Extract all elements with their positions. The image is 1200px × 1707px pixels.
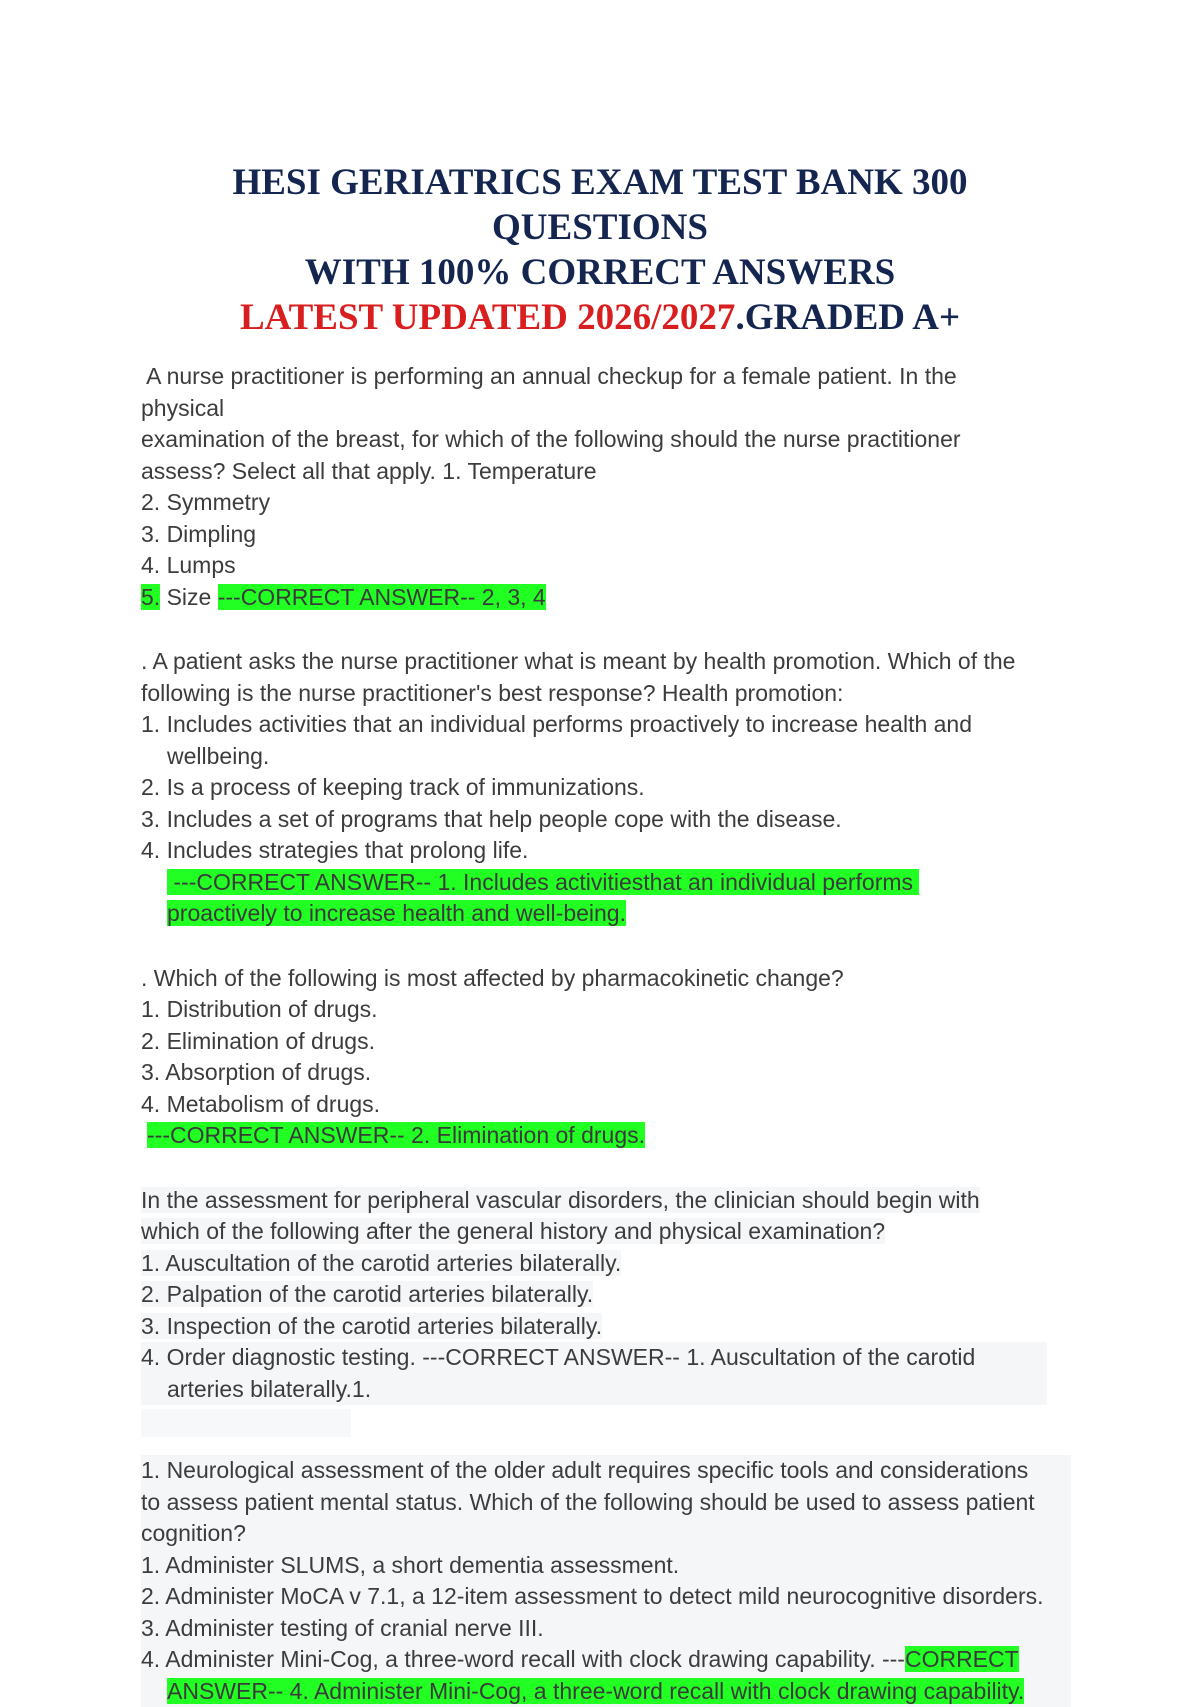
correct-answer-highlight: CORRECT <box>905 1646 1019 1672</box>
question-stem-line <box>141 1185 1071 1217</box>
option: 3. Administer testing of cranial nerve III. <box>141 1613 1071 1645</box>
blank-shaded-area <box>141 1409 351 1437</box>
correct-answer-highlight: ANSWER-- 4. Administer Mini-Cog, a three-word recall with clock drawing capability. <box>167 1678 1024 1704</box>
correct-answer-line <box>141 898 1071 930</box>
option-text: 2. Palpation of the carotid arteries bilaterally. <box>141 1281 593 1307</box>
correct-answer-highlight: ---CORRECT ANSWER-- 2. Elimination of drugs. <box>147 1122 645 1148</box>
option-text: 1. Auscultation of the carotid arteries bilaterally. <box>141 1250 621 1276</box>
stem-text: In the assessment for peripheral vascular disorders, the clinician should begin with <box>141 1187 980 1213</box>
question-stem-line: A nurse practitioner is performing an annual checkup for a female patient. In the <box>141 361 1071 393</box>
option <box>141 1248 1071 1280</box>
question-3 <box>141 963 1071 1152</box>
option: 2. Symmetry <box>141 487 1071 519</box>
document-title <box>130 160 1070 340</box>
question-stem-line: cognition? <box>141 1518 1071 1550</box>
title-updated-red: LATEST UPDATED 2026/2027 <box>240 297 735 338</box>
question-stem-line: . Which of the following is most affected by pharmacokinetic change? <box>141 963 1071 995</box>
option: 2. Elimination of drugs. <box>141 1026 1071 1058</box>
title-line-1: HESI GERIATRICS EXAM TEST BANK 300 QUESTIONS <box>130 160 1070 250</box>
title-graded: .GRADED A+ <box>735 297 960 338</box>
question-4 <box>141 1185 1071 1438</box>
option-with-answer <box>141 582 1071 614</box>
question-2 <box>141 646 1071 930</box>
question-1 <box>141 361 1071 613</box>
option: 3. Includes a set of programs that help people cope with the disease. <box>141 804 1071 836</box>
option: 2. Administer MoCA v 7.1, a 12-item assessment to detect mild neurocognitive disorders. <box>141 1581 1071 1613</box>
title-line-2: WITH 100% CORRECT ANSWERS <box>130 250 1070 295</box>
question-stem-line: physical <box>141 393 1071 425</box>
option <box>141 1311 1071 1343</box>
option-text: 3. Inspection of the carotid arteries bilaterally. <box>141 1313 602 1339</box>
question-stem-line <box>141 1216 1071 1248</box>
correct-answer-highlight: ---CORRECT ANSWER-- 1. Includes activitiesthat an individual performs <box>167 869 919 895</box>
option: 4. Includes strategies that prolong life. <box>141 835 1071 867</box>
correct-answer-line <box>141 1676 1071 1707</box>
question-stem-line: following is the nurse practitioner's best response? Health promotion: <box>141 678 1071 710</box>
option-with-answer <box>141 1644 1071 1676</box>
question-5 <box>141 1455 1071 1707</box>
highlighted-option-number: 5. <box>141 584 160 610</box>
option: 2. Is a process of keeping track of immunizations. <box>141 772 1071 804</box>
correct-answer-line <box>141 867 1071 899</box>
option-with-answer: 4. Order diagnostic testing. ---CORRECT ANSWER-- 1. Auscultation of the carotid arteries bilaterally.1. <box>141 1342 1047 1405</box>
option <box>141 1279 1071 1311</box>
question-stem-line: examination of the breast, for which of the following should the nurse practitioner <box>141 424 1071 456</box>
option: 3. Absorption of drugs. <box>141 1057 1071 1089</box>
question-stem-line: to assess patient mental status. Which of the following should be used to assess patient <box>141 1487 1071 1519</box>
title-line-3 <box>130 295 1070 340</box>
option: 1. Distribution of drugs. <box>141 994 1071 1026</box>
question-list <box>141 361 1071 1707</box>
option: 1. Administer SLUMS, a short dementia assessment. <box>141 1550 1071 1582</box>
question-stem-line: assess? Select all that apply. 1. Temperature <box>141 456 1071 488</box>
correct-answer-highlight: ---CORRECT ANSWER-- 2, 3, 4 <box>218 584 546 610</box>
stem-text: which of the following after the general history and physical examination? <box>141 1218 885 1244</box>
option-text: Size <box>160 584 218 610</box>
option: 1. Includes activities that an individual performs proactively to increase health and wellbeing. <box>141 709 1071 772</box>
question-stem-line: . A patient asks the nurse practitioner what is meant by health promotion. Which of the <box>141 646 1071 678</box>
correct-answer-line <box>141 1120 1071 1152</box>
option: 4. Lumps <box>141 550 1071 582</box>
correct-answer-highlight: proactively to increase health and well-being. <box>167 900 626 926</box>
option: 4. Metabolism of drugs. <box>141 1089 1071 1121</box>
option-text: 4. Administer Mini-Cog, a three-word recall with clock drawing capability. --- <box>141 1646 905 1672</box>
option: 3. Dimpling <box>141 519 1071 551</box>
question-stem-line: 1. Neurological assessment of the older adult requires specific tools and considerations <box>141 1455 1071 1487</box>
